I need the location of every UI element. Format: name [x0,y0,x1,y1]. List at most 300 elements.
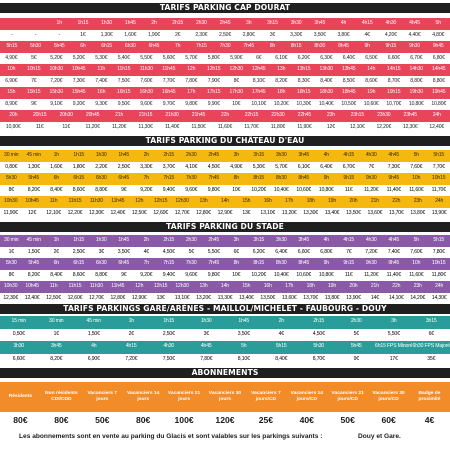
price-cell: 12,70€ [174,209,190,216]
price-cell: 5,50€ [140,54,153,61]
price-cell: 2€ [128,330,134,337]
price-cell: 2,30€ [195,31,208,38]
price-cell: 10,80€ [408,100,424,107]
duration-cell: 11h45 [111,198,125,204]
duration-cell: 5h45 [28,175,40,181]
duration-cell: 2h15 [172,20,184,26]
duration-cell: 4h [323,237,329,243]
duration-cell: 4h [323,152,329,158]
duration-cell: 5h15 [275,343,287,350]
duration-cell: 4h30 [163,343,175,350]
price-cell: 9,40€ [162,186,175,193]
price-cell: 10€ [232,100,241,107]
price-cell: 10,40€ [318,100,334,107]
duration-cell: 7h15 [163,175,175,181]
price-cell: 10,80€ [318,186,334,193]
duration-cell: 2h15 [313,318,325,325]
duration-cell: 9h [323,175,329,181]
price-cell: 8,80€ [410,77,423,84]
duration-cell: 1h15 [77,20,89,26]
price-cell: 11,30€ [138,123,153,130]
price-cell: 13,70€ [388,209,404,216]
duration-cell: 18h15 [297,89,311,95]
price-cell: 2,50€ [219,31,232,38]
duration-cell: 8h30 [314,43,326,49]
duration-cell: 11h15 [117,66,131,72]
price-cell: 5,60€ [162,54,175,61]
abonnement-price: 120€ [215,415,235,425]
duration-cell: 4h15 [343,152,355,158]
price-cell: 12,90€ [217,209,233,216]
duration-cell: 18h [277,89,286,95]
price-cell: 7,60€ [140,77,153,84]
price-cell: 13,80€ [324,294,340,301]
price-cell: 5,30€ [95,54,108,61]
duration-cell: 2h15 [163,152,175,158]
price-cell: 12,50€ [46,294,61,301]
duration-cell: 9h30 [365,260,377,266]
price-cell: 7,60€ [410,163,423,170]
duration-cell: 24h [435,198,444,204]
duration-cell: 30 min [49,318,64,325]
price-cell: 6,80€ [432,54,445,61]
duration-cell: 1h15 [163,318,175,325]
price-cell: 1,60€ [50,163,63,170]
price-cell: 12,60€ [153,209,168,216]
price-cell: 7,20€ [365,248,378,255]
duration-cell: 22h [392,283,401,289]
price-cell: 7€ [31,77,37,84]
price-cell: 1,50€ [27,248,40,255]
duration-cell: 3h15 [253,237,265,243]
duration-cell: 8h [233,260,239,266]
duration-cell: 19h30 [409,89,423,95]
duration-row [0,281,450,293]
duration-cell: 20h45 [85,112,100,118]
duration-cell: 17h [187,89,196,95]
price-cell: 10,60€ [296,271,312,278]
abonnement-type: Non résidents CDI/CDD [45,391,78,402]
duration-cell: 3h45 [298,237,310,243]
price-cell: 9€ [353,355,359,362]
duration-cell: 16h45 [162,89,176,95]
price-cell: 12,90€ [131,294,147,301]
abonnement-type: Vacanciers 14 jours/CD [290,391,323,402]
duration-cell: 6h30 [95,175,107,181]
price-row [0,162,450,174]
cap-dourat-table [0,18,450,133]
abonnement-price: 80€ [136,415,151,425]
duration-cell: 9h45 [432,43,444,49]
duration-cell: 10h45 [72,66,86,72]
price-cell: 10,70€ [386,100,402,107]
price-cell: 11,40€ [164,123,180,130]
duration-cell: 3h15 [267,20,278,26]
duration-cell: 4h30 [385,20,397,26]
abonnements-table [0,382,450,428]
gare-table [0,316,450,366]
duration-cell: 13h15 [297,66,311,72]
price-cell: 6,30€ [320,54,333,61]
price-cell: 3,30€ [140,163,153,170]
abonnement-type: Résidents [8,394,33,399]
duration-cell: 3h30 [290,20,302,26]
duration-cell: 6h15 FPS Minoré [375,343,413,350]
duration-cell: 7h30 [185,175,197,181]
duration-row [0,316,450,329]
price-cell: 11€ [62,123,70,130]
duration-cell: 9h45 [388,175,400,181]
price-cell: 13,30€ [217,294,233,301]
duration-cell: 20h15 [32,112,47,118]
price-cell: 6,60€ [387,54,400,61]
price-cell: 8,70€ [312,355,325,362]
duration-cell: 6h [53,175,59,181]
price-cell: 10,40€ [273,186,289,193]
price-cell: 8,80€ [95,186,108,193]
duration-cell: 2h15 [163,237,175,243]
price-cell: 3,30€ [290,31,303,38]
duration-cell: 9h15 [385,43,397,49]
duration-cell: 8h45 [298,260,310,266]
duration-cell: 21h45 [191,112,206,118]
price-cell: 12,50€ [131,209,147,216]
price-cell: 9€ [121,186,127,193]
price-cell: 9,20€ [140,186,153,193]
duration-cell: 14h15 [387,66,401,72]
price-cell: 6,70€ [410,54,423,61]
abonnement-price: 4€ [424,415,435,425]
price-cell: 8,80€ [432,77,445,84]
duration-cell: 7h45 [208,260,220,266]
duration-cell: 10h45 [25,283,39,289]
price-cell: 10,80€ [318,271,334,278]
price-cell: 14,20€ [410,294,426,301]
duration-cell: 5h45 [28,260,40,266]
duration-cell: 22h [392,198,401,204]
duration-cell: 21h [115,112,124,118]
price-cell: 17€ [389,355,398,362]
price-cell: 7€ [368,163,374,170]
duration-cell: 1h [56,20,62,26]
chateau-deau-title: TARIFS PARKING DU CHÂTEAU D'EAU [0,136,450,146]
duration-row [0,235,450,247]
price-cell: 11,20€ [111,123,127,130]
duration-cell: 5h [241,343,247,350]
price-cell: 11,50€ [191,123,206,130]
footnote [19,433,449,440]
price-cell: 0,80€ [5,163,18,170]
duration-cell: 12h15 [153,283,168,289]
duration-cell: 14h [367,66,376,72]
duration-cell: 15h15 [27,89,41,95]
price-cell: 14€ [370,294,379,301]
price-cell: 4,90€ [5,54,18,61]
duration-cell: 4h45 [409,20,420,26]
price-cell: 12,10€ [349,123,365,130]
duration-cell: 12h [135,283,144,289]
abonnement-price: 80€ [54,415,69,425]
duration-cell: 10h45 [25,198,39,204]
price-cell: 5,70€ [275,163,288,170]
price-cell: 10,20€ [251,186,267,193]
price-cell: 4,10€ [185,163,198,170]
price-cell: 5,50€ [207,248,220,255]
duration-cell: 17h [285,198,294,204]
duration-cell: 14h30 [409,66,423,72]
duration-cell: 2h [143,152,149,158]
duration-cell: 45 min [86,318,101,325]
price-cell: 5,40€ [117,54,130,61]
price-row [0,122,450,134]
price-cell: 13,20€ [281,209,297,216]
price-cell: 7,80€ [185,77,198,84]
price-cell: 13,70€ [303,294,318,301]
price-cell: 8,20€ [27,186,40,193]
price-cell: 7,70€ [432,163,445,170]
duration-row [0,258,450,270]
price-row [0,30,450,42]
price-cell: 9€ [121,271,127,278]
duration-cell: 1h [53,237,59,243]
price-cell: 11,40€ [386,186,401,193]
abonnements-title: ABONNEMENTS [0,368,450,378]
price-cell: 12,20€ [67,209,83,216]
price-cell: 5,80€ [207,54,220,61]
price-cell: 12,30€ [402,123,418,130]
duration-cell: 9h [323,260,329,266]
price-cell: 13,60€ [367,209,383,216]
duration-cell: 15 min [11,318,26,325]
price-cell: 13,10€ [174,294,190,301]
price-cell: 5€ [353,330,359,337]
price-row [0,99,450,111]
duration-cell: 3h15 [425,318,437,325]
duration-cell: 9h15 [343,175,355,181]
price-cell: 10,20€ [251,271,267,278]
duration-cell: 5h45 [53,43,65,49]
price-cell: 1€ [80,31,86,38]
duration-cell: 2h30 [350,318,362,325]
duration-cell: 6h30 FPS Majoré [412,343,450,350]
price-cell: 3€ [269,31,276,38]
duration-cell: 1h30 [101,20,112,26]
price-cell: 12,80€ [196,209,211,216]
price-cell: 7,30€ [72,77,85,84]
duration-cell: 23h [413,198,422,204]
price-cell: 13,20€ [196,294,211,301]
duration-cell: 3h45 [298,152,310,158]
duration-cell: 22h [220,112,230,118]
price-row [0,53,450,65]
price-cell: 7,60€ [410,248,423,255]
duration-cell: 12h45 [252,66,266,72]
duration-cell: 15h [242,198,251,204]
duration-cell: 1h [53,152,59,158]
abonnement-price: 80€ [13,415,28,425]
duration-cell: 8h45 [338,43,349,49]
duration-cell: 6h45 [118,175,130,181]
duration-cell: 7h15 [163,260,175,266]
duration-cell: 16h [97,89,106,95]
price-cell: 8,40€ [320,77,333,84]
abonnement-type: Vacanciers 14 jours [126,391,160,402]
duration-cell: 22h15 [244,112,259,118]
price-cell: 10,90€ [5,123,21,130]
duration-cell: 17h45 [252,89,266,95]
duration-cell: 11h [49,283,58,289]
price-cell: 1,30€ [27,163,40,170]
duration-cell: 3h30 [275,237,287,243]
duration-cell: 16h15 [117,89,131,95]
price-cell: 8,50€ [342,77,355,84]
duration-cell: 4h45 [200,343,212,350]
abonnement-price: 40€ [299,415,314,425]
duration-cell: 19h45 [432,89,446,95]
duration-cell: 12h30 [229,66,243,72]
duration-cell: 8h15 [253,260,265,266]
price-cell: 6,40€ [275,248,288,255]
duration-row [0,341,450,354]
duration-cell: 4h [91,343,97,350]
duration-row [0,173,450,185]
price-cell: 7,50€ [117,77,130,84]
price-cell: 4€ [278,330,284,337]
duration-cell: 14h [220,198,229,204]
duration-cell: 1h45 [118,237,130,243]
price-cell: 7,40€ [95,77,108,84]
price-cell: 11,20€ [364,186,379,193]
price-cell: 9,50€ [117,100,130,107]
price-cell: 14,30€ [431,294,447,301]
price-cell: 10€ [232,271,241,278]
price-cell: - [34,31,37,38]
price-cell: 2€ [53,248,59,255]
duration-cell: 18h30 [319,89,333,95]
duration-cell: 5h [413,237,419,243]
price-cell: 8,20€ [275,77,288,84]
abonnement-type: Vacanciers 30 jours/CD [372,391,405,402]
duration-cell: 5h [413,152,419,158]
price-cell: 13,40€ [324,209,340,216]
price-cell: 11,90€ [297,123,312,130]
price-cell: 3€ [203,330,209,337]
duration-cell: 8h [269,43,276,49]
duration-cell: 45 min [26,237,41,243]
price-cell: 12,40€ [429,123,445,130]
duration-cell: 12h30 [175,198,189,204]
price-cell: 5€ [31,54,37,61]
price-cell: 2,50€ [162,330,175,337]
duration-row [0,196,450,208]
duration-cell: 14h45 [432,66,446,72]
duration-cell: 18h [306,198,315,204]
price-cell: 11,70€ [431,186,446,193]
price-cell: 6,70€ [342,163,355,170]
price-cell: 10€ [232,186,241,193]
duration-cell: 6h30 [95,260,107,266]
price-cell: 1,90€ [147,31,160,38]
duration-cell: 1h [128,318,134,325]
duration-cell: 21h [370,198,379,204]
duration-cell: 4h [340,20,347,26]
duration-cell: 4h15 [125,343,137,350]
price-cell: 9,80€ [185,100,198,107]
price-cell: 6,90€ [87,355,100,362]
price-cell: 7€ [346,248,352,255]
price-cell: 12€ [28,209,37,216]
price-cell: 11,70€ [244,123,259,130]
duration-cell: 11h30 [89,283,103,289]
duration-cell: 22h45 [297,112,312,118]
abonnements-value-row [0,412,450,428]
price-cell: 11€ [344,186,353,193]
duration-cell: 1h15 [73,237,85,243]
price-cell: 1,30€ [100,31,113,38]
price-cell: 13,10€ [260,209,276,216]
duration-cell: 30 min [4,152,19,158]
duration-cell: 3h30 [275,152,287,158]
price-cell: 2,20€ [95,163,108,170]
duration-cell: 17h30 [229,89,243,95]
price-cell: 9,90€ [207,100,220,107]
price-cell: 9,60€ [185,271,198,278]
price-cell: 11,40€ [386,271,401,278]
duration-cell: 5h45 [350,343,362,350]
price-cell: 13,50€ [260,294,276,301]
duration-cell: 8h30 [275,260,287,266]
duration-cell: 4h45 [388,152,400,158]
price-cell: 4,90€ [230,163,243,170]
duration-cell: 10h [412,260,421,266]
duration-cell: 18h [306,283,315,289]
duration-cell: 6h45 [118,260,130,266]
price-row [0,270,450,282]
price-cell: 11,60€ [217,123,233,130]
duration-cell: 1h15 [73,152,85,158]
duration-cell: 10h30 [49,66,63,72]
duration-row [0,64,450,76]
price-cell: 8,60€ [72,271,85,278]
price-cell: 6,20€ [297,54,310,61]
duration-cell: 9h [364,43,370,49]
price-cell: 12€ [326,123,335,130]
price-cell: 13€ [156,294,165,301]
price-cell: 8,60€ [365,77,378,84]
cap-dourat-title: TARIFS PARKING CAP DOURAT [0,3,450,13]
duration-cell: 1h30 [95,237,107,243]
duration-cell: 20h [349,198,358,204]
price-cell: 9,80€ [207,271,220,278]
price-cell: - [58,31,60,38]
duration-cell: 24h [435,283,444,289]
duration-cell: 23h [413,283,422,289]
footnote-right: Douy et Gare. [358,433,401,440]
price-cell: 35€ [427,355,436,362]
abonnement-type: Vacanciers 30 jours [208,391,242,402]
price-cell: 7,30€ [387,163,400,170]
duration-cell: 6h30 [124,43,136,49]
price-cell: 6€ [233,248,239,255]
price-cell: 8,40€ [50,186,63,193]
price-cell: 6,50€ [365,54,378,61]
stade-table [0,235,450,304]
duration-cell: 5h15 [6,43,18,49]
price-cell: 11,80€ [431,271,446,278]
duration-cell: 12h15 [207,66,221,72]
duration-cell: 13h [277,66,286,72]
duration-cell: 1h45 [118,152,130,158]
